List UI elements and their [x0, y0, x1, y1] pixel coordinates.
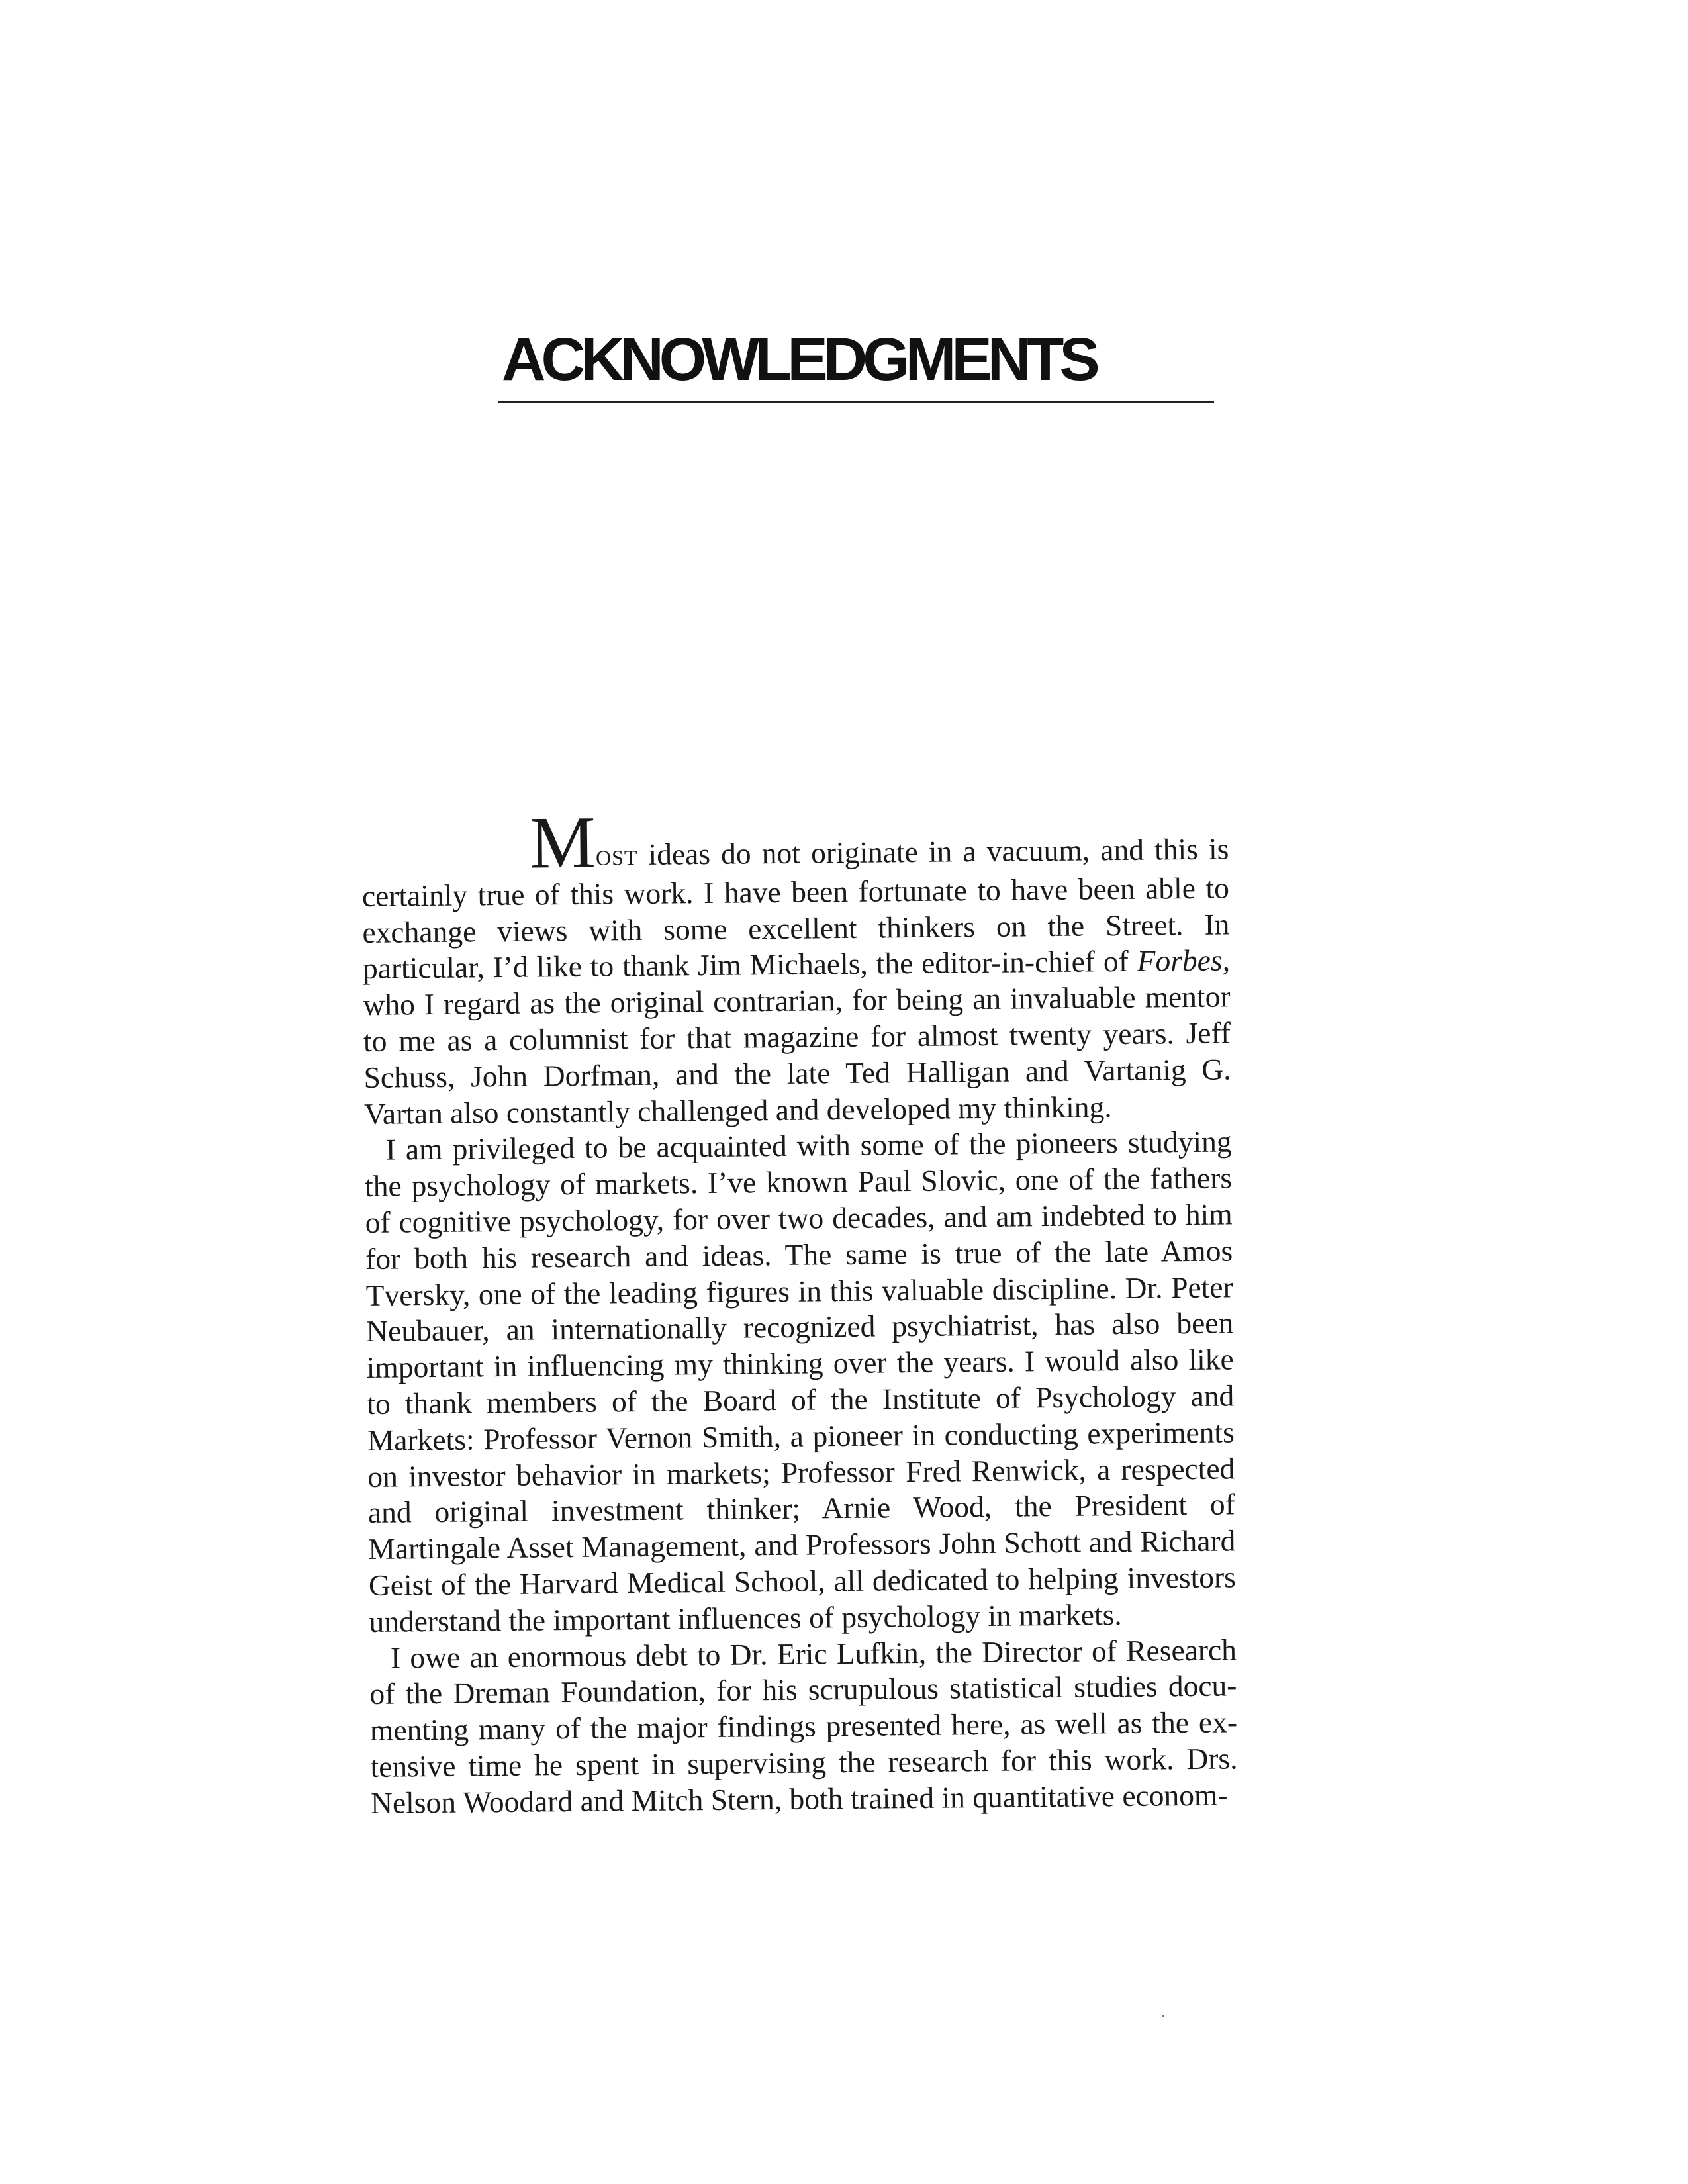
paragraph-1-text-a: ideas do not originate in a vacuum, and this is certainly true of this work. I have been fortunate to have been able to exchange views with some excellent thinkers on the Street. In particular, I’d like to thank Jim Michaels, the editor-in-chief of [361, 831, 1230, 986]
paragraph-3: I owe an enormous debt to Dr. Eric Lufkin, the Director of Research of the Dreman Foundation, for his scrupulous statistical studies documenting many of the major findings presented here, as well as the extensive time he spent in supervising the research for this work. Drs. Nelson Woodard and Mitch Stern, both trained in quantitative econom- [369, 1632, 1238, 1820]
paragraph-2: I am privileged to be acquainted with some of the pioneers studying the psychology of markets. I’ve known Paul Slovic, one of the fathers of cognitive psychology, for over two decades, and am indebted to him for both his research and ideas. The same is true of the late Amos Tversky, one of the leading figures in this valuable discipline. Dr. Peter Neubauer, an internationally recognized psychiatrist, has also been important in influencing my thinking over the years. I would also like to thank members of the Board of the Institute of Psychology and Markets: Professor Vernon Smith, a pioneer in conducting experiments on investor behavior in markets; Professor Fred Renwick, a respected and original investment thinker; Arnie Wood, the President of Martingale Asset Management, and Professors John Schott and Richard Geist of the Harvard Medical School, all dedicated to helping investors understand the important influences of psychology in markets. [364, 1124, 1237, 1638]
acknowledgments-body [361, 801, 1238, 1821]
lead-small-caps: OST [595, 845, 638, 870]
paragraph-1 [361, 801, 1231, 1132]
drop-cap: M [529, 801, 596, 884]
magazine-name-italic: Forbes, [1137, 943, 1231, 978]
stray-dot [1162, 2015, 1164, 2017]
title-rule [498, 401, 1214, 403]
chapter-title: ACKNOWLEDGMENTS [502, 326, 1096, 393]
paragraph-1-text-b: who I regard as the original contrarian, for being an invaluable mentor to me as a columnist for that magazine for almost twenty years. Jeff Schuss, John Dorfman, and the late Ted Halligan and Vartanig G. Vartan also constantly challenged and developed my thinking. [363, 979, 1231, 1131]
